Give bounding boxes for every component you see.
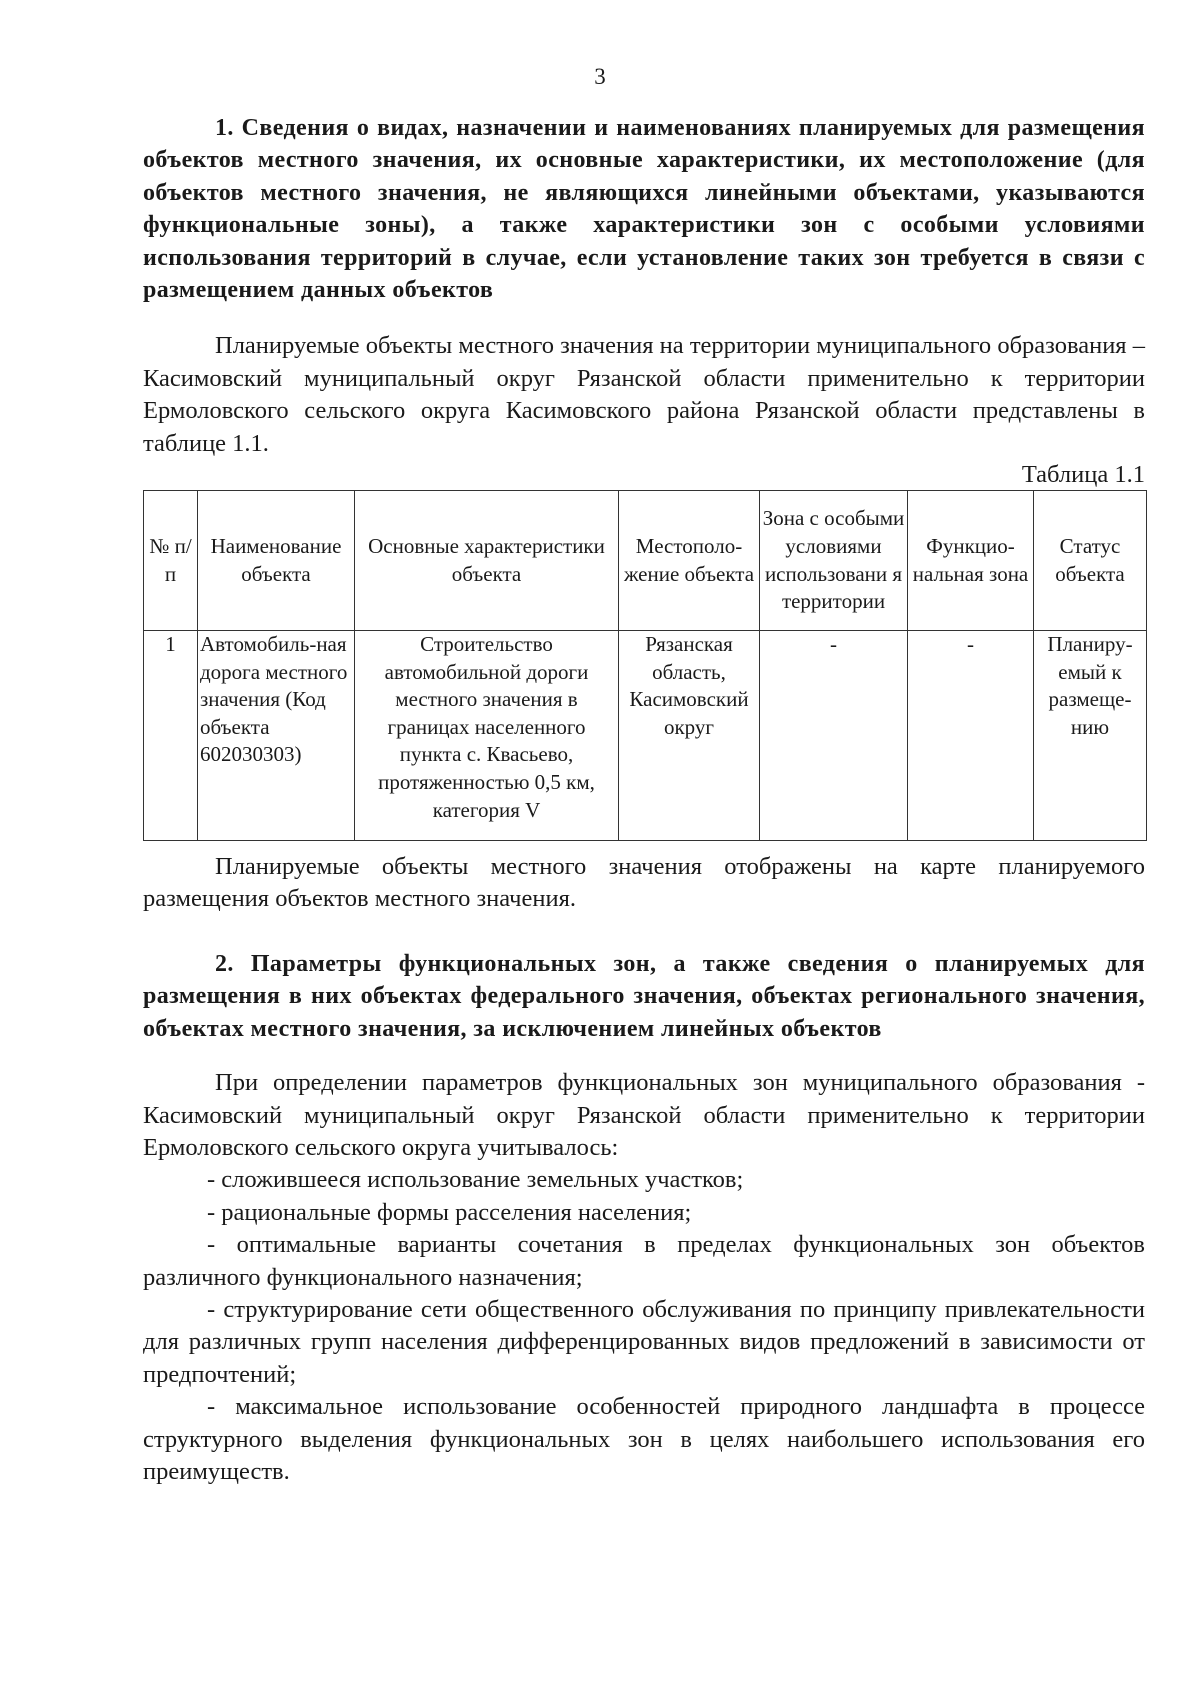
cell-num: 1 [144,631,198,841]
header-functional-zone: Функцио-нальная зона [908,491,1034,631]
list-item: - структурирование сети общественного обслуживания по принципу привлекательности для различных групп населения дифференцированных видов предложений в зависимости от предпочтений; [143,1295,1145,1388]
list-item: - максимальное использование особенностей природного ландшафта в процессе структурного выделения функциональных зон в целях наибольшего использования его преимуществ. [143,1393,1145,1485]
section-2-intro: При определении параметров функциональных зон муниципального образования - Касимовский муниципальный округ Рязанской области применительно к территории Ермоловского сельского округа учитывалось: [143,1069,1145,1161]
cell-location: Рязанская область, Касимовский округ [619,631,760,841]
header-special-zone: Зона с особыми условиями использовани я территории [760,491,908,631]
table-caption: Таблица 1.1 [1021,461,1145,489]
cell-special-zone: - [760,631,908,841]
objects-table [143,490,1147,841]
table-row [144,631,1147,841]
section-1-after-table: Планируемые объекты местного значения отображены на карте планируемого размещения объектов местного значения. [143,853,1145,913]
section-1-heading: 1. Сведения о видах, назначении и наименованиях планируемых для размещения объектов местного значения, их основные характеристики, их местоположение (для объектов местного значения, не являющихся линейными объектами, указываются функциональные зоны), а также характеристики зон с особыми условиями использования территорий в случае, если установление таких зон требуется в связи с размещением данных объектов [143,115,1145,304]
cell-name: Автомобиль-ная дорога местного значения (Код объекта 602030303) [198,631,355,841]
list-item: - оптимальные варианты сочетания в пределах функциональных зон объектов различного функционального назначения; [143,1231,1145,1291]
page-number: 3 [594,64,606,89]
section-1-intro: Планируемые объекты местного значения на территории муниципального образования – Касимовский муниципальный округ Рязанской области применительно к территории Ермоловского сельского округа Касимовского района Рязанской области представлены в таблице 1.1. [143,332,1145,457]
section-2-heading: 2. Параметры функциональных зон, а также сведения о планируемых для размещения в них объектах федерального значения, объектах регионального значения, объектах местного значения, за исключением линейных объектов [143,950,1145,1042]
header-status: Статус объекта [1034,491,1147,631]
list-item: - сложившееся использование земельных участков; [207,1166,744,1194]
table-header-row [144,491,1147,631]
page-content [143,112,1145,1488]
header-characteristics: Основные характеристики объекта [355,491,619,631]
header-location: Местополо-жение объекта [619,491,760,631]
header-name: Наименование объекта [198,491,355,631]
cell-characteristics: Строительство автомобильной дороги местного значения в границах населенного пункта с. Квасьево, протяженностью 0,5 км, категория V [355,631,619,841]
cell-functional-zone: - [908,631,1034,841]
header-num: № п/п [144,491,198,631]
cell-status: Планиру-емый к размеще-нию [1034,631,1147,841]
list-item: - рациональные формы расселения населения; [207,1198,692,1226]
